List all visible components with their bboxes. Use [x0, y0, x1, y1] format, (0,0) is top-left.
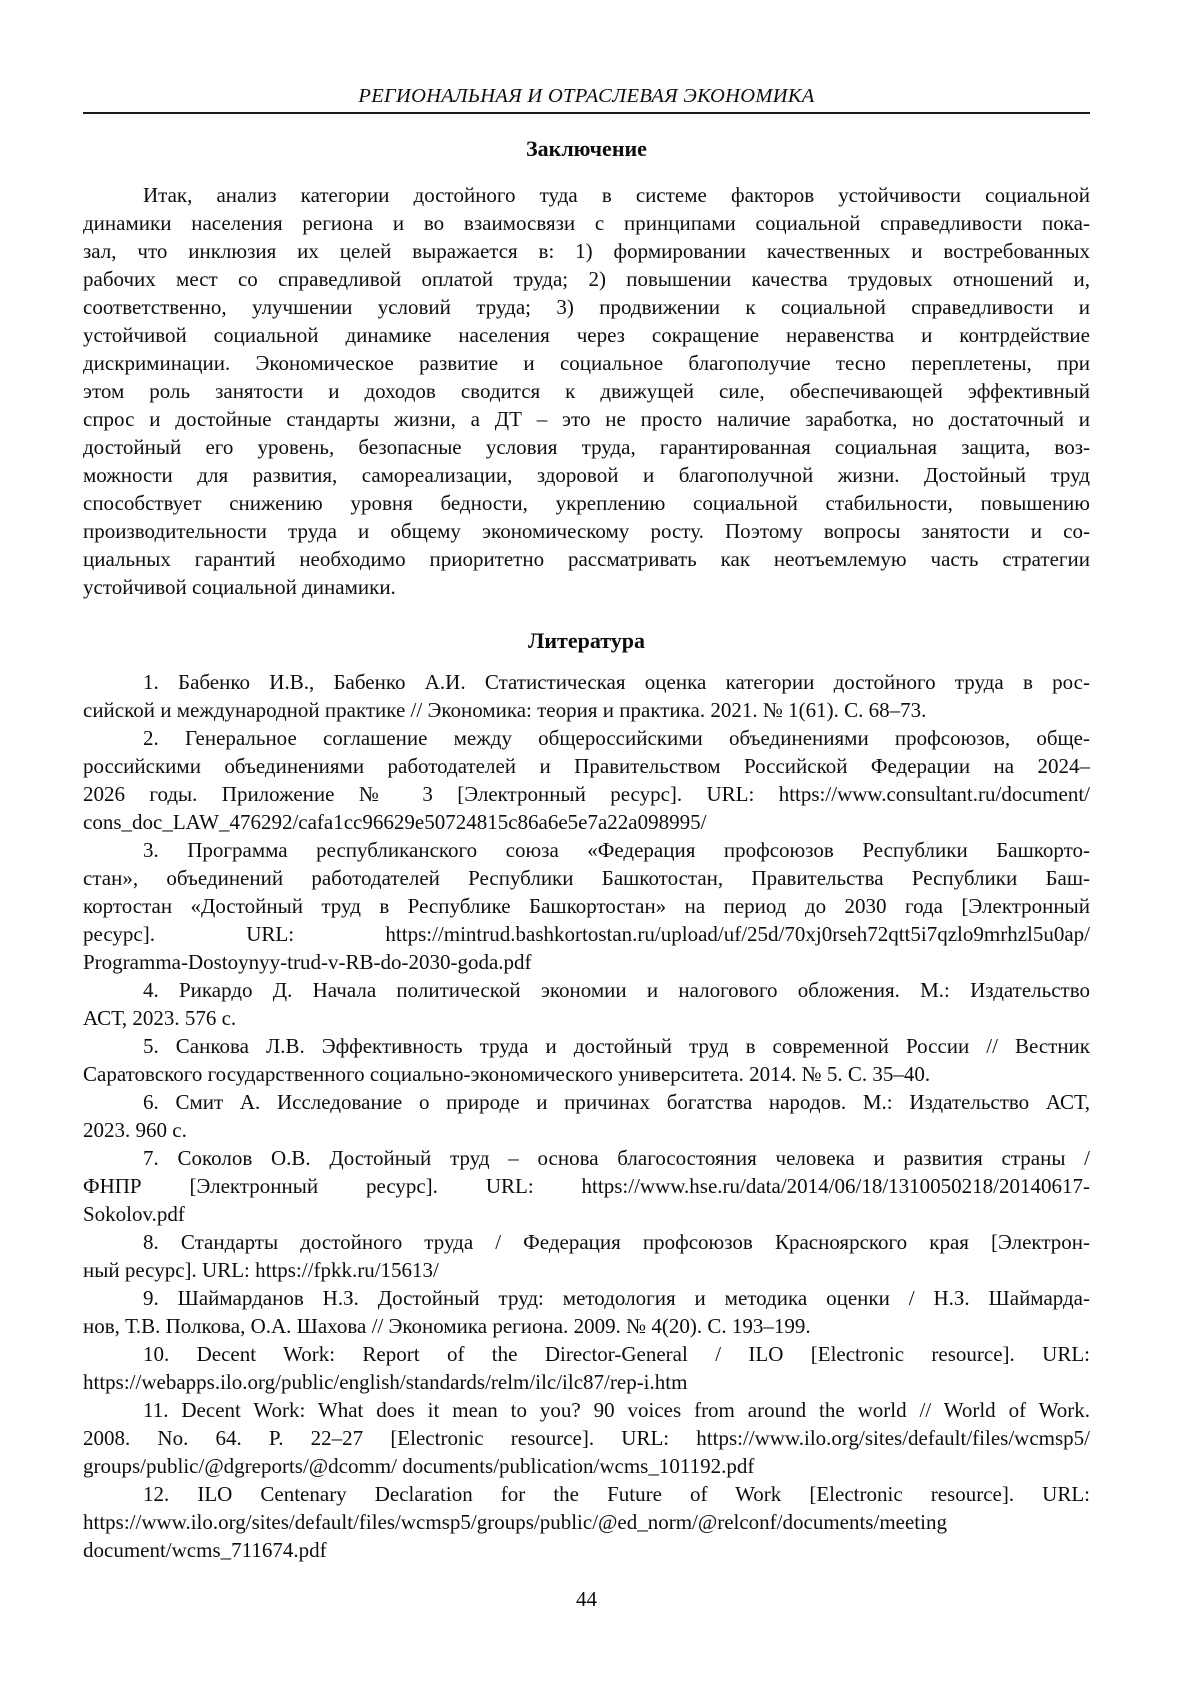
text-line: циальных гарантий необходимо приоритетно рассматривать как неотъемлемую часть стратегии [83, 547, 1090, 571]
text-line: нов, Т.В. Полкова, О.А. Шахова // Экономика региона. 2009. № 4(20). С. 193–199. [83, 1314, 811, 1338]
text-line: 2023. 960 с. [83, 1118, 187, 1142]
text-line: 4. Рикардо Д. Начала политической экономии и налогового обложения. М.: Издательство [143, 978, 1090, 1002]
reference-item [83, 1032, 1090, 1088]
text-line: 5. Санкова Л.В. Эффективность труда и достойный труд в современной России // Вестник [143, 1034, 1090, 1058]
text-line: cons_doc_LAW_476292/cafa1cc96629e50724815c86a6e5e7a22a098995/ [83, 810, 707, 834]
conclusion-heading: Заключение [526, 136, 647, 161]
reference-item [83, 1396, 1090, 1480]
text-line: кортостан «Достойный труд в Республике Башкортостан» на период до 2030 года [Электронный [83, 894, 1090, 918]
reference-item [83, 1088, 1090, 1144]
text-line: способствует снижению уровня бедности, укреплению социальной стабильности, повышению [83, 491, 1090, 515]
text-line: 3. Программа республиканского союза «Федерация профсоюзов Республики Башкорто- [143, 838, 1090, 862]
text-line: российскими объединениями работодателей и Правительством Российской Федерации на 2024– [83, 754, 1090, 778]
page-content [83, 0, 1090, 1613]
reference-item [83, 1480, 1090, 1564]
text-line: сийской и международной практике // Экономика: теория и практика. 2021. № 1(61). С. 68–73. [83, 698, 927, 722]
text-line: 11. Decent Work: What does it mean to you? 90 voices from around the world // World of Work. [143, 1398, 1090, 1422]
text-line: дискриминации. Экономическое развитие и социальное благополучие тесно переплетены, при [83, 351, 1090, 375]
text-line: достойный его уровень, безопасные условия труда, гарантированная социальная защита, воз- [83, 435, 1090, 459]
text-line: 1. Бабенко И.В., Бабенко А.И. Статистическая оценка категории достойного труда в рос- [143, 670, 1090, 694]
text-line: https://webapps.ilo.org/public/english/standards/relm/ilc/ilc87/rep-i.htm [83, 1370, 688, 1394]
text-line: АСТ, 2023. 576 с. [83, 1006, 237, 1030]
reference-item [83, 1228, 1090, 1284]
header-rule [83, 112, 1090, 114]
text-line: 2. Генеральное соглашение между общероссийскими объединениями профсоюзов, обще- [143, 726, 1090, 750]
text-line: Саратовского государственного социально-экономического университета. 2014. № 5. С. 35–40. [83, 1062, 931, 1086]
text-line: 6. Смит А. Исследование о природе и причинах богатства народов. М.: Издательство АСТ, [143, 1090, 1090, 1114]
text-line: document/wcms_711674.pdf [83, 1538, 327, 1562]
text-line: 2026 годы. Приложение № 3 [Электронный ресурс]. URL: https://www.consultant.ru/document/ [83, 782, 1090, 806]
references-heading: Литература [527, 628, 646, 653]
reference-item [83, 836, 1090, 976]
text-line: 10. Decent Work: Report of the Director-General / ILO [Electronic resource]. URL: [143, 1342, 1090, 1366]
text-line: 7. Соколов О.В. Достойный труд – основа благосостояния человека и развития страны / [143, 1146, 1090, 1170]
text-line: спрос и достойные стандарты жизни, а ДТ – это не просто наличие заработка, но достаточный и [83, 407, 1090, 431]
reference-item [83, 724, 1090, 836]
text-line: зал, что инклюзия их целей выражается в: 1) формировании качественных и востребованных [83, 239, 1090, 263]
text-line: groups/public/@dgreports/@dcomm/ documents/publication/wcms_101192.pdf [83, 1454, 755, 1478]
text-line: устойчивой социальной динамике населения через сокращение неравенства и контрдействие [83, 323, 1090, 347]
reference-item [83, 1284, 1090, 1340]
conclusion-paragraph [83, 181, 1090, 601]
page-number: 44 [576, 1587, 597, 1611]
text-line: соответственно, улучшении условий труда; 3) продвижении к социальной справедливости и [83, 295, 1090, 319]
text-line: Sokolov.pdf [83, 1202, 185, 1226]
text-line: этом роль занятости и доходов сводится к движущей силе, обеспечивающей эффективный [83, 379, 1090, 403]
text-line: рабочих мест со справедливой оплатой труда; 2) повышении качества трудовых отношений и, [83, 267, 1090, 291]
text-line: Итак, анализ категории достойного туда в системе факторов устойчивости социальной [143, 183, 1090, 207]
reference-item [83, 1340, 1090, 1396]
text-line: стан», объединений работодателей Республики Башкотостан, Правительства Республики Баш- [83, 866, 1090, 890]
text-line: 8. Стандарты достойного труда / Федерация профсоюзов Красноярского края [Электрон- [143, 1230, 1090, 1254]
text-line: производительности труда и общему экономическому росту. Поэтому вопросы занятости и со- [83, 519, 1090, 543]
reference-item [83, 1144, 1090, 1228]
text-line: ный ресурс]. URL: https://fpkk.ru/15613/ [83, 1258, 439, 1282]
text-line: 2008. No. 64. P. 22–27 [Electronic resource]. URL: https://www.ilo.org/sites/default/files/wcmsp5/ [83, 1426, 1090, 1450]
running-header: РЕГИОНАЛЬНАЯ И ОТРАСЛЕВАЯ ЭКОНОМИКА [358, 85, 815, 107]
reference-item [83, 668, 1090, 724]
text-line: 9. Шаймарданов Н.З. Достойный труд: методология и методика оценки / Н.З. Шаймарда- [143, 1286, 1090, 1310]
reference-item [83, 976, 1090, 1032]
text-line: https://www.ilo.org/sites/default/files/wcmsp5/groups/public/@ed_norm/@relconf/documents/meeting [83, 1510, 947, 1534]
text-line: можности для развития, самореализации, здоровой и благополучной жизни. Достойный труд [83, 463, 1090, 487]
text-line: 12. ILO Centenary Declaration for the Future of Work [Electronic resource]. URL: [143, 1482, 1090, 1506]
text-line: Programma-Dostoynyy-trud-v-RB-do-2030-goda.pdf [83, 950, 532, 974]
text-line: ФНПР [Электронный ресурс]. URL: https://www.hse.ru/data/2014/06/18/1310050218/20140617- [83, 1174, 1090, 1198]
text-line: динамики населения региона и во взаимосвязи с принципами социальной справедливости пока- [83, 211, 1090, 235]
text-line: ресурс]. URL: https://mintrud.bashkortostan.ru/upload/uf/25d/70xj0rseh72qtt5i7qzlo9mrhzl5u0ap/ [83, 922, 1090, 946]
text-line: устойчивой социальной динамики. [83, 575, 396, 599]
references-list [83, 668, 1090, 1564]
